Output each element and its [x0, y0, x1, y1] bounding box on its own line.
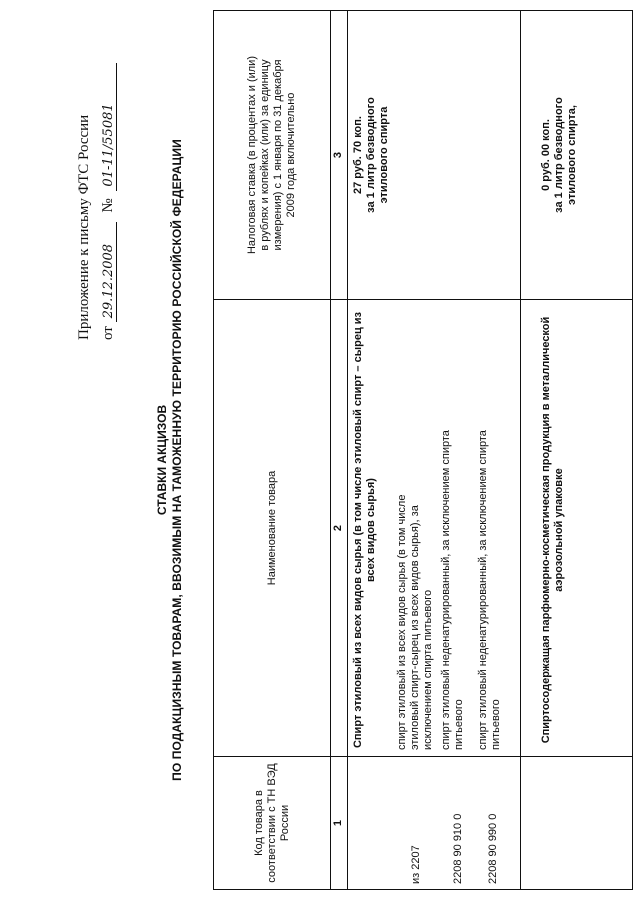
header-rate: Налоговая ставка (в процентах и (или) в рублях и копейках (или) за единицу измерения) с 1 января по 31 декабря 2009 года включительно [246, 56, 297, 255]
annex-reference [100, 10, 117, 340]
table-row-rate [352, 14, 391, 296]
annex-label: Приложение к письму ФТС России [76, 114, 92, 340]
column-number-2: 2 [332, 524, 344, 532]
handwritten-date: 29.12.2008 [101, 222, 117, 322]
table-row-name: спирт этиловый неденатурированный, за исключением спирта питьевого [477, 430, 502, 750]
rate-unit: за 1 литр безводного этилового спирта [365, 97, 390, 213]
table-row-rate [540, 14, 579, 296]
annex-number-sign: № [100, 198, 116, 213]
rate-value: 27 руб. 70 коп. [352, 116, 364, 194]
document-title: СТАВКИ АКЦИЗОВ [155, 404, 169, 516]
table-row-code: из 2207 [410, 845, 422, 884]
table-row-divider [520, 10, 521, 890]
rate-unit: за 1 литр безводного этилового спирта, [553, 97, 578, 213]
table-column-divider [213, 756, 633, 757]
column-number-1: 1 [332, 819, 344, 827]
table-row-name: Спиртосодержащая парфюмерно-косметическая продукция в металлической аэрозольной упаковке [540, 316, 565, 744]
table-row-code: 2208 90 990 0 [487, 813, 499, 884]
table-header-divider [330, 10, 331, 890]
annex-from-label: от [100, 326, 116, 340]
table-number-row-divider [347, 10, 348, 890]
table-column-divider [213, 299, 633, 300]
table-row-name: спирт этиловый неденатурированный, за исключением спирта питьевого [440, 430, 465, 750]
column-number-3: 3 [332, 151, 344, 159]
header-code: Код товара в соответствии с ТН ВЭД России [252, 763, 291, 883]
table-row-name: Спирт этиловый из всех видов сырья (в том числе этиловый спирт – сырец из всех видов сырья) [352, 311, 377, 749]
header-name: Наименование товара [265, 470, 278, 586]
table-row-code: 2208 90 910 0 [452, 813, 464, 884]
table-row-name: спирт этиловый из всех видов сырья (в том числе этиловый спирт-сырец из всех видов сырья), за исключением спирта питьевого [396, 494, 434, 750]
rate-value: 0 руб. 00 коп. [540, 119, 552, 191]
handwritten-number: 01-11/55081 [101, 63, 117, 191]
document-subtitle: ПО ПОДАКЦИЗНЫМ ТОВАРАМ, ВВОЗИМЫМ НА ТАМОЖЕННУЮ ТЕРРИТОРИЮ РОССИЙСКОЙ ФЕДЕРАЦИИ [170, 139, 184, 781]
